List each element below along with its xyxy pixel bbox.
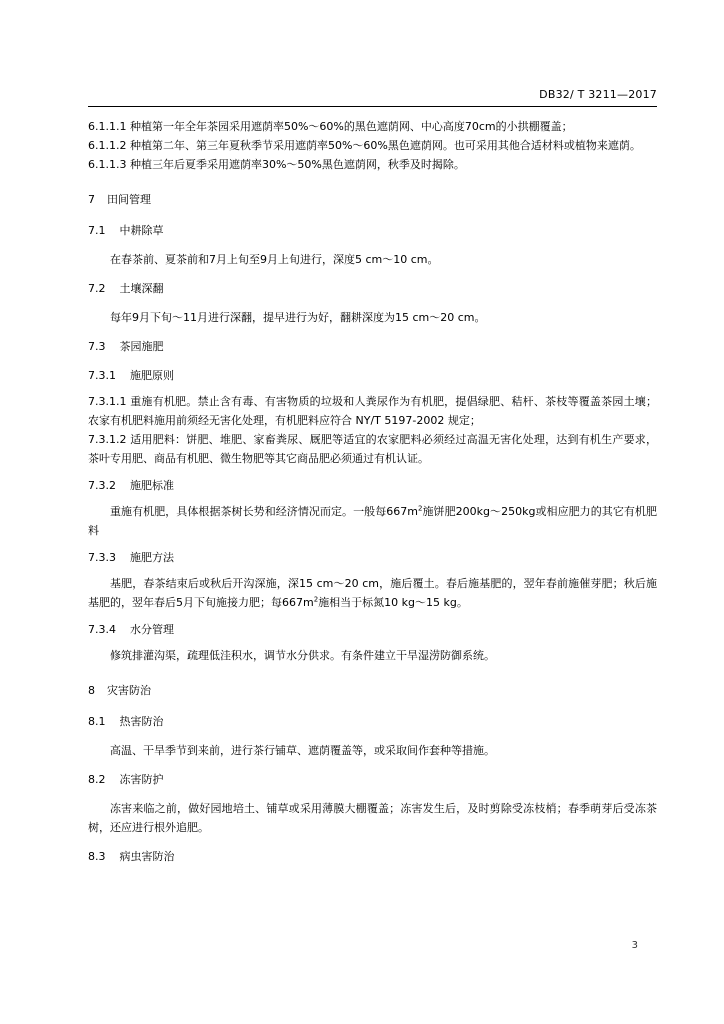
heading-number: 8.2 (88, 773, 106, 786)
clause-heading (88, 620, 657, 639)
heading-title: 土壤深翻 (119, 282, 164, 295)
header-rule (88, 106, 657, 107)
clause-heading (88, 366, 657, 385)
subsection-heading (88, 279, 657, 298)
paragraph: 7.3.1.2 适用肥料：饼肥、堆肥、家畜粪尿、厩肥等适宜的农家肥料必须经过高温无害化处理，达到有机生产要求，茶叶专用肥、商品有机肥、微生物肥等其它商品肥必须通过有机认证。 (88, 433, 657, 465)
paragraph: 7.3.1.1 重施有机肥。禁止含有毒、有害物质的垃圾和人粪尿作为有机肥，提倡绿肥、秸杆、茶枝等覆盖茶园土壤；农家有机肥料施用前须经无害化处理，有机肥料应符合 NY/T 5197-2002 规定； (88, 395, 657, 427)
document-code: DB32/ T 3211—2017 (539, 88, 657, 101)
heading-title: 施肥标准 (130, 479, 174, 492)
heading-title: 施肥原则 (130, 369, 174, 382)
heading-number: 7 (88, 193, 95, 206)
paragraph: 高温、干旱季节到来前，进行茶行铺草、遮荫覆盖等，或采取间作套种等措施。 (110, 744, 495, 757)
heading-title: 灾害防治 (107, 684, 151, 697)
heading-number: 8.1 (88, 715, 106, 728)
paragraph-text: 施饼肥200kg～250kg或相应肥力的其它有机肥料 (88, 505, 657, 537)
heading-title: 施肥方法 (130, 551, 174, 564)
section-heading (88, 190, 657, 209)
heading-title: 中耕除草 (119, 224, 164, 237)
subsection-heading (88, 712, 657, 731)
heading-title: 茶园施肥 (119, 340, 164, 353)
heading-number: 7.3.2 (88, 479, 116, 492)
paragraph: 每年9月下旬～11月进行深翻，提早进行为好，翻耕深度为15 cm～20 cm。 (110, 311, 486, 324)
section-heading (88, 681, 657, 700)
document-body (88, 117, 657, 876)
paragraph: 在春茶前、夏茶前和7月上旬至9月上旬进行，深度5 cm～10 cm。 (110, 253, 439, 266)
superscript: 2 (313, 595, 319, 604)
paragraph-text: 基肥，春茶结束后或秋后开沟深施，深15 cm～20 cm，施后覆土。春后施基肥的，翌年春前施催芽肥；秋后施基肥的，翌年春后5月下旬施接力肥；每667m (88, 577, 657, 609)
clause-heading (88, 476, 657, 495)
paragraph-text: 重施有机肥，具体根据茶树长势和经济情况而定。一般每667m (110, 505, 418, 518)
paragraph (88, 574, 657, 612)
superscript: 2 (417, 504, 423, 513)
heading-number: 7.3 (88, 340, 106, 353)
heading-number: 7.2 (88, 282, 106, 295)
heading-title: 冻害防护 (119, 773, 164, 786)
heading-title: 田间管理 (107, 193, 151, 206)
paragraph: 6.1.1.3 种植三年后夏季采用遮荫率30%～50%黑色遮荫网，秋季及时揭除。 (88, 158, 465, 171)
paragraph-text: 施相当于标氮10 kg～15 kg。 (318, 596, 468, 609)
heading-title: 热害防治 (119, 715, 164, 728)
heading-number: 7.1 (88, 224, 106, 237)
heading-number: 8.3 (88, 850, 106, 863)
subsection-heading (88, 221, 657, 240)
subsection-heading (88, 847, 657, 866)
clause-heading (88, 548, 657, 567)
paragraph (88, 502, 657, 540)
heading-title: 水分管理 (130, 623, 174, 636)
paragraph: 冻害来临之前，做好园地培土、铺草或采用薄膜大棚覆盖；冻害发生后，及时剪除受冻枝梢；春季萌芽后受冻茶树，还应进行根外追肥。 (88, 802, 657, 834)
paragraph: 修筑排灌沟渠，疏理低洼积水，调节水分供求。有条件建立干旱湿涝防御系统。 (110, 649, 495, 662)
heading-number: 7.3.4 (88, 623, 116, 636)
heading-number: 7.3.3 (88, 551, 116, 564)
subsection-heading (88, 337, 657, 356)
heading-title: 病虫害防治 (119, 850, 175, 863)
heading-number: 8 (88, 684, 95, 697)
paragraph: 6.1.1.2 种植第二年、第三年夏秋季节采用遮荫率50%～60%黑色遮荫网。也可采用其他合适材料或植物来遮荫。 (88, 139, 641, 152)
paragraph: 6.1.1.1 种植第一年全年茶园采用遮荫率50%～60%的黑色遮荫网、中心高度70cm的小拱棚覆盖； (88, 120, 573, 133)
subsection-heading (88, 770, 657, 789)
page-number: 3 (631, 940, 638, 951)
heading-number: 7.3.1 (88, 369, 116, 382)
